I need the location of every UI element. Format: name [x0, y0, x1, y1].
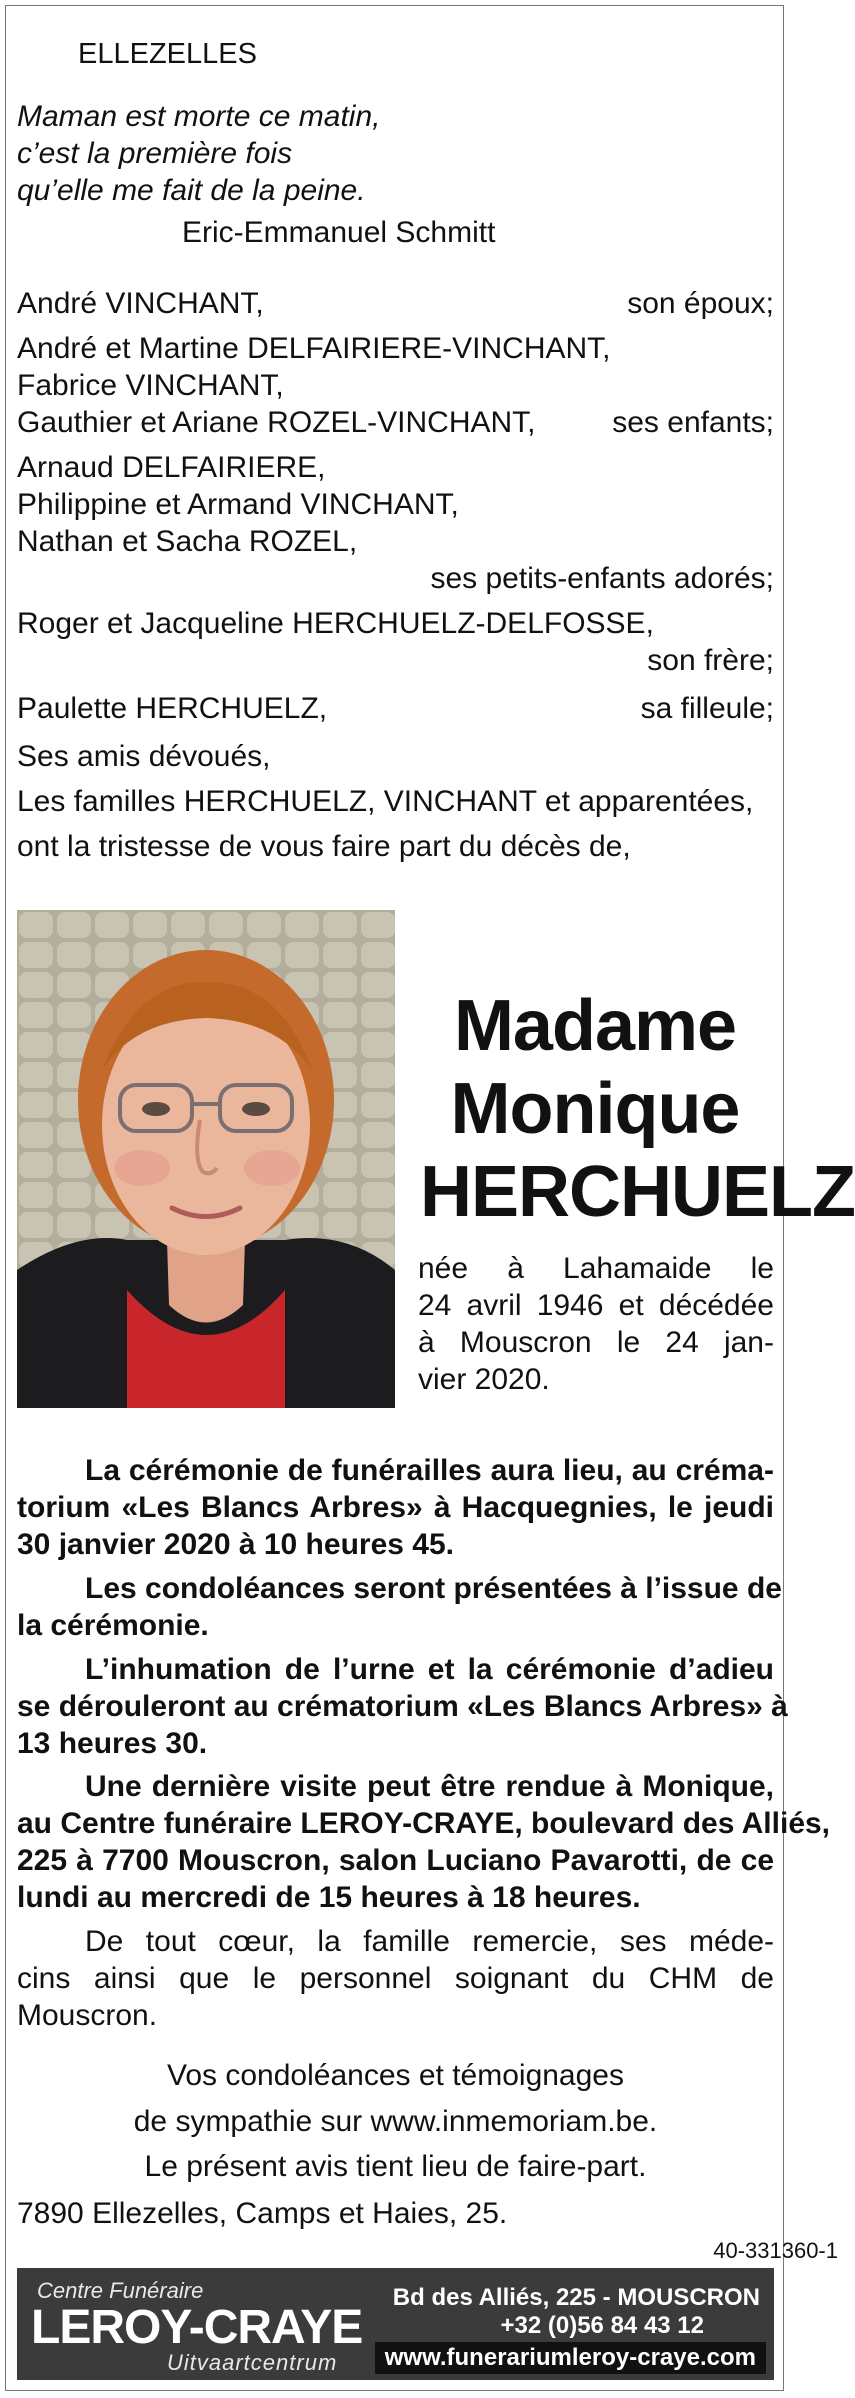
birth-line: 24 avril 1946 et décédée	[418, 1289, 774, 1322]
birth-death-info	[418, 1250, 774, 1398]
paragraph-line: L’inhumation de l’urne et la cérémonie d’adieu	[85, 1653, 774, 1686]
family-line: Arnaud DELFAIRIERE,	[17, 451, 326, 484]
family-role: sa filleule;	[640, 692, 774, 725]
family-line: Roger et Jacqueline HERCHUELZ-DELFOSSE,	[17, 607, 654, 640]
paragraph-line: la cérémonie.	[17, 1609, 209, 1642]
family-line: Fabrice VINCHANT,	[17, 369, 284, 402]
paragraph-line: lundi au mercredi de 15 heures à 18 heures.	[17, 1881, 641, 1914]
family-line: Nathan et Sacha ROZEL,	[17, 525, 358, 558]
portrait-illustration	[17, 910, 395, 1408]
family-name: Gauthier et Ariane ROZEL-VINCHANT,	[17, 406, 536, 439]
quote-line: qu’elle me fait de la peine.	[17, 174, 366, 207]
ceremony-paragraph	[17, 1452, 774, 1563]
birth-line: née à Lahamaide le	[418, 1252, 774, 1285]
family-line	[17, 285, 774, 322]
funeral-home-banner	[17, 2268, 774, 2380]
paragraph-line: La cérémonie de funérailles aura lieu, au créma-	[85, 1454, 774, 1487]
family-line: Philippine et Armand VINCHANT,	[17, 488, 459, 521]
paragraph-line: cins ainsi que le personnel soignant du CHM de	[17, 1962, 774, 1995]
place-heading: ELLEZELLES	[78, 38, 257, 70]
portrait-photo	[17, 910, 395, 1408]
family-role: ses petits-enfants adorés;	[430, 562, 774, 595]
paragraph-line: Mouscron.	[17, 1999, 158, 2032]
paragraph-line: Les condoléances seront présentées à l’issue de	[85, 1572, 782, 1605]
inhumation-paragraph	[17, 1651, 788, 1762]
family-address: 7890 Ellezelles, Camps et Haies, 25.	[17, 2197, 508, 2230]
family-line	[17, 690, 774, 727]
condolences-paragraph	[17, 1570, 782, 1644]
thanks-paragraph	[17, 1923, 774, 2034]
family-line: André et Martine DELFAIRIERE-VINCHANT,	[17, 332, 611, 365]
birth-line: à Mouscron le 24 jan-	[418, 1326, 774, 1359]
banner-brand: LEROY-CRAYE	[31, 2301, 363, 2354]
banner-phone: +32 (0)56 84 43 12	[500, 2312, 704, 2339]
banner-subtitle: Uitvaartcentrum	[167, 2350, 338, 2375]
closing-line: de sympathie sur www.inmemoriam.be.	[133, 2105, 658, 2138]
banner-small-title: Centre Funéraire	[37, 2278, 204, 2303]
deceased-last-name: HERCHUELZ	[420, 1152, 855, 1232]
banner-website: www.funerariumleroy-craye.com	[375, 2342, 766, 2374]
paragraph-line: 30 janvier 2020 à 10 heures 45.	[17, 1528, 454, 1561]
family-line: Ses amis dévoués,	[17, 740, 271, 773]
paragraph-line: se dérouleront au crématorium «Les Blancs Arbres» à	[17, 1690, 788, 1723]
closing-line: Vos condoléances et témoignages	[167, 2059, 624, 2092]
paragraph-line: Une dernière visite peut être rendue à Monique,	[85, 1770, 774, 1803]
family-line: Les familles HERCHUELZ, VINCHANT et apparentées,	[17, 785, 754, 818]
paragraph-line: 13 heures 30.	[17, 1727, 208, 1760]
family-role: son frère;	[647, 644, 774, 677]
quote	[17, 98, 380, 209]
family-line	[17, 404, 774, 441]
family-line: ont la tristesse de vous faire part du décès de,	[17, 830, 631, 863]
paragraph-line: au Centre funéraire LEROY-CRAYE, boulevard des Alliés,	[17, 1807, 831, 1840]
deceased-title: Madame	[453, 986, 737, 1066]
deceased-first-name: Monique	[450, 1069, 740, 1149]
quote-line: Maman est morte ce matin,	[17, 100, 381, 133]
visit-paragraph	[17, 1768, 831, 1916]
paragraph-line: torium «Les Blancs Arbres» à Hacquegnies, le jeudi	[17, 1491, 774, 1524]
banner-address: Bd des Alliés, 225 - MOUSCRON	[392, 2284, 760, 2311]
family-role: son époux;	[627, 287, 774, 320]
quote-line: c’est la première fois	[17, 137, 293, 170]
birth-line: vier 2020.	[418, 1363, 550, 1396]
reference-number: 40-331360-1	[713, 2238, 838, 2263]
paragraph-line: De tout cœur, la famille remercie, ses méde-	[85, 1925, 774, 1958]
family-role: ses enfants;	[612, 406, 774, 439]
paragraph-line: 225 à 7700 Mouscron, salon Luciano Pavarotti, de ce	[17, 1844, 774, 1877]
family-name: André VINCHANT,	[17, 287, 264, 320]
closing-line: Le présent avis tient lieu de faire-part.	[144, 2150, 647, 2183]
family-name: Paulette HERCHUELZ,	[17, 692, 328, 725]
quote-author: Eric-Emmanuel Schmitt	[182, 216, 496, 249]
